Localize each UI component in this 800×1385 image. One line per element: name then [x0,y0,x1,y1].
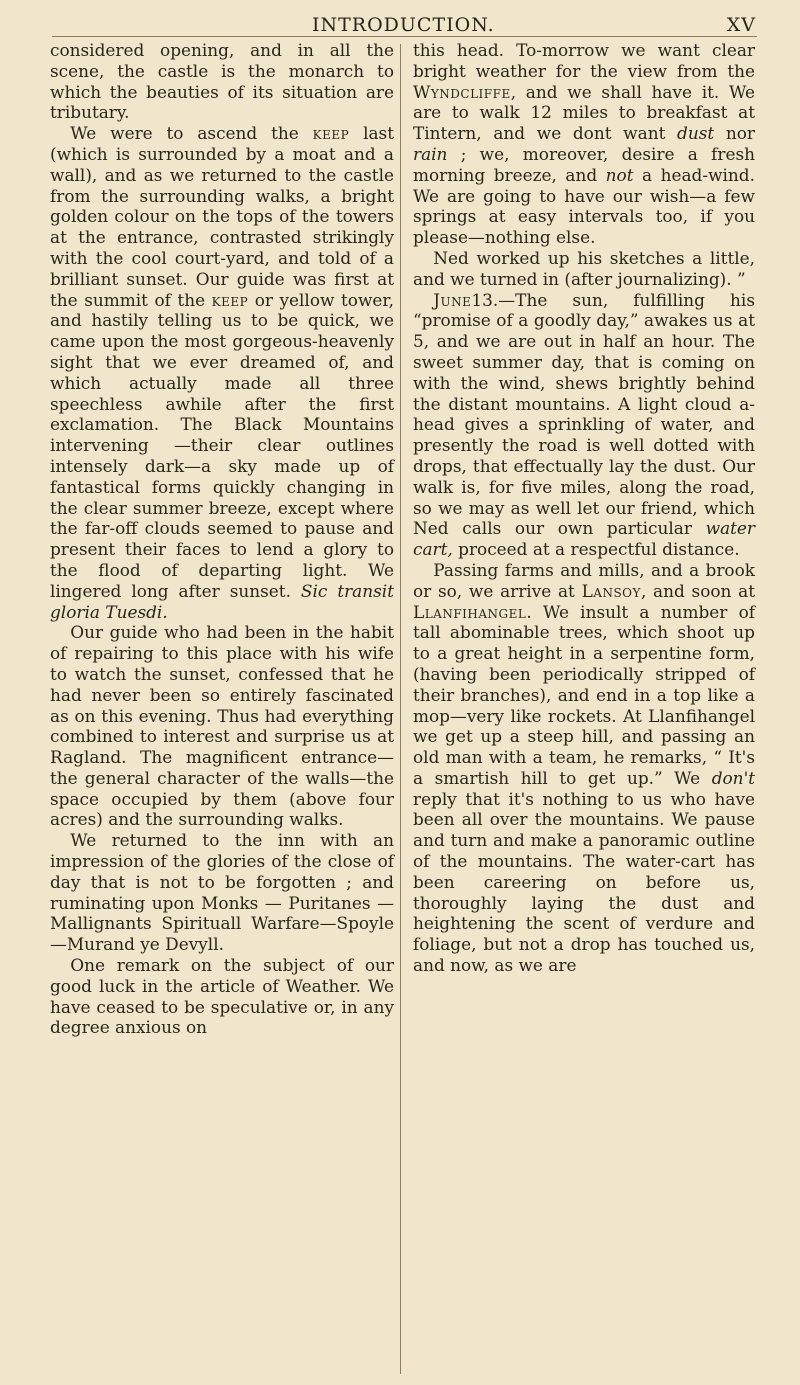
text-run: a head-wind. We are going to have our wish—a few springs at easy intervals too, if you please—nothing else. [413,164,755,248]
paragraph [413,40,755,248]
text-run: or yellow tower, and hastily telling us to be quick, we came upon the most gorgeous-heavenly sight that we ever dreamed of, and which actually made all three speechless awhile after the first exclamation. The Black Mountains intervening —their clear outlines intensely dark—a sky made up of fantastical forms quickly changing in the clear summer breeze, except where the far-off clouds seemed to pause and present their faces to lend a glory to the flood of departing light. We lingered long after sunset. [50,289,394,601]
paragraph [50,40,394,123]
text-run: We were to ascend the [70,123,313,144]
text-run: reply that it's nothing to us who have been all over the mountains. We pause and turn and make a panoramic outline of the mountains. The water-cart has been careering on before us, thoroughly laying the dust and heightening the scent of verdure and foliage, but not a drop has touched us, and now, as we are [413,788,755,976]
small-caps-text: June [433,289,472,310]
paragraph [50,955,394,1038]
running-head: INTRODUCTION. [312,14,495,36]
italic-text: not [605,164,634,185]
paragraph [50,622,394,830]
small-caps-text: Lansoy [581,580,641,601]
text-run: Our guide who had been in the habit of repairing to this place with his wife to watch the sunset, confessed that he had never been so entirely fascinated as on this evening. Thus had everything combined to interest and surprise us at Ragland. The magnificent entrance—the general character of the walls—the space occupied by them (above four acres) and the surrounding walks. [50,622,394,830]
text-run: , and we shall have it. We are to walk 12 miles to breakfast at Tintern, and we dont want [413,81,755,144]
text-run: 13.—The sun, fulfilling his “promise of a goodly day,” awakes us at 5, and we are out in half an hour. The sweet summer day, that is coming on with the wind, shews brightly behind the distant mountains. A light cloud a-head gives a sprinkling of water, and presently the road is well dotted with drops, that effectually lay the dust. Our walk is, for five miles, along the road, so we may as well let our friend, which Ned calls our own particular [413,289,755,539]
paragraph [50,123,394,622]
page-number: XV [726,14,756,36]
italic-text: dust [677,123,715,144]
text-run: proceed at a respectful distance. [452,539,740,560]
text-run: We returned to the inn with an impression of the glories of the close of day that is not to be forgotten ; and ruminating upon Monks — Puritanes — Mallignants Spirituall Warfare—Spoyle—Murand ye Devyll. [50,830,394,955]
right-column [413,40,755,976]
text-run: Passing farms and mills, and a brook or so, we arrive at [413,559,755,601]
text-run: One remark on the subject of our good luck in the article of Weather. We have ceased to be speculative or, in any degree anxious on [50,955,394,1038]
text-run: considered opening, and in all the scene, the castle is the monarch to which the beauties of its situation are tributary. [50,40,394,123]
small-caps-text: keep [312,123,350,144]
small-caps-text: keep [211,289,249,310]
small-caps-text: Wyndcliffe [413,81,511,102]
text-run: this head. To-morrow we want clear bright weather for the view from the [413,40,755,81]
text-run: , and soon at [640,580,755,601]
italic-text: rain [413,143,448,164]
paragraph [413,290,755,560]
text-run: last (which is surrounded by a moat and a wall), and as we returned to the castle from the surrounding walks, a bright golden colour on the tops of the towers at the entrance, contrasted strikingly with the cool court-yard, and told of a brilliant sunset. Our guide was first at the summit of the [50,123,395,310]
italic-text: Sic transit gloria Tuesdi. [50,580,394,622]
italic-text: don't [711,767,755,788]
header-rule [52,36,757,37]
paragraph [50,830,394,955]
page-header [0,10,800,36]
small-caps-text: Llanfihangel [413,601,527,622]
text-run: Ned worked up his sketches a little, and we turned in (after journalizing). ” [413,247,755,289]
text-run: nor [714,123,755,144]
paragraph [413,560,755,976]
paragraph [413,248,755,290]
left-column [50,40,394,1038]
text-run: ; we, moreover, desire a fresh morning breeze, and [413,143,755,185]
text-run: . We insult a number of tall abominable trees, which shoot up to a great height in a serpentine form, (having been periodically stripped of their branches), and end in a top like a mop—very like rockets. At Llanfihangel we get up a steep hill, and passing an old man with a team, he remarks, “ It's a smartish hill to get up.” We [413,601,755,788]
column-divider [400,44,401,1374]
italic-text: water cart, [413,518,755,560]
